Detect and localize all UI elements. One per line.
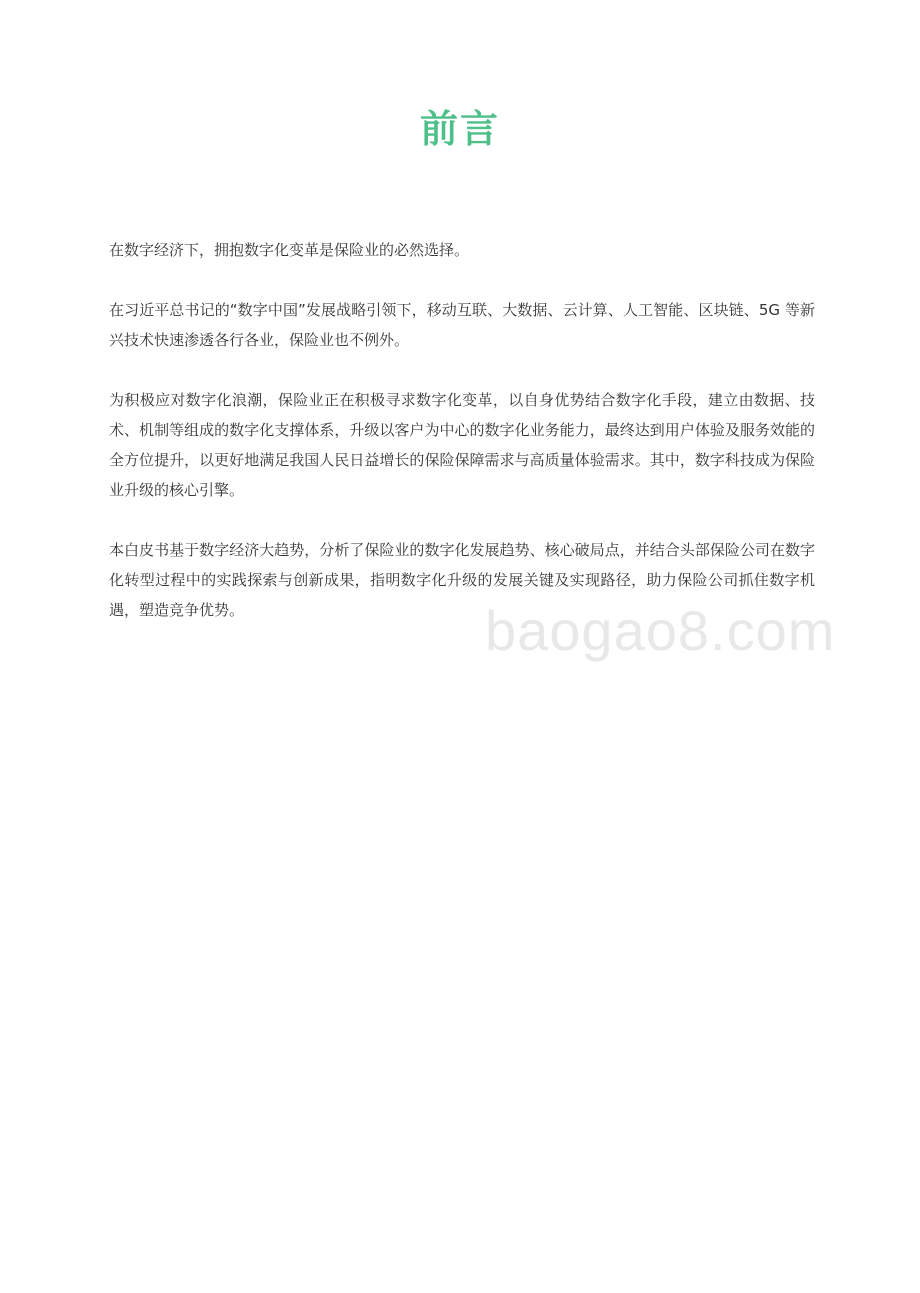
paragraph-3: 为积极应对数字化浪潮，保险业正在积极寻求数字化变革，以自身优势结合数字化手段，建立由数据、技术、机制等组成的数字化支撑体系，升级以客户为中心的数字化业务能力，最终达到用户体验及服务效能的全方位提升，以更好地满足我国人民日益增长的保险保障需求与高质量体验需求。其中，数字科技成为保险业升级的核心引擎。: [109, 391, 815, 499]
watermark: baogao8.com: [485, 599, 836, 662]
paragraph-2: 在习近平总书记的“数字中国”发展战略引领下，移动互联、大数据、云计算、人工智能、区块链、5G 等新兴技术快速渗透各行各业，保险业也不例外。: [109, 301, 815, 349]
paragraph-1: 在数字经济下，拥抱数字化变革是保险业的必然选择。: [109, 241, 470, 259]
document-body: [109, 235, 815, 655]
page-title: 前言: [419, 107, 500, 151]
paragraph-4: 本白皮书基于数字经济大趋势，分析了保险业的数字化发展趋势、核心破局点，并结合头部保险公司在数字化转型过程中的实践探索与创新成果，指明数字化升级的发展关键及实现路径，助力保险公司抓住数字机遇，塑造竞争优势。: [109, 541, 815, 619]
